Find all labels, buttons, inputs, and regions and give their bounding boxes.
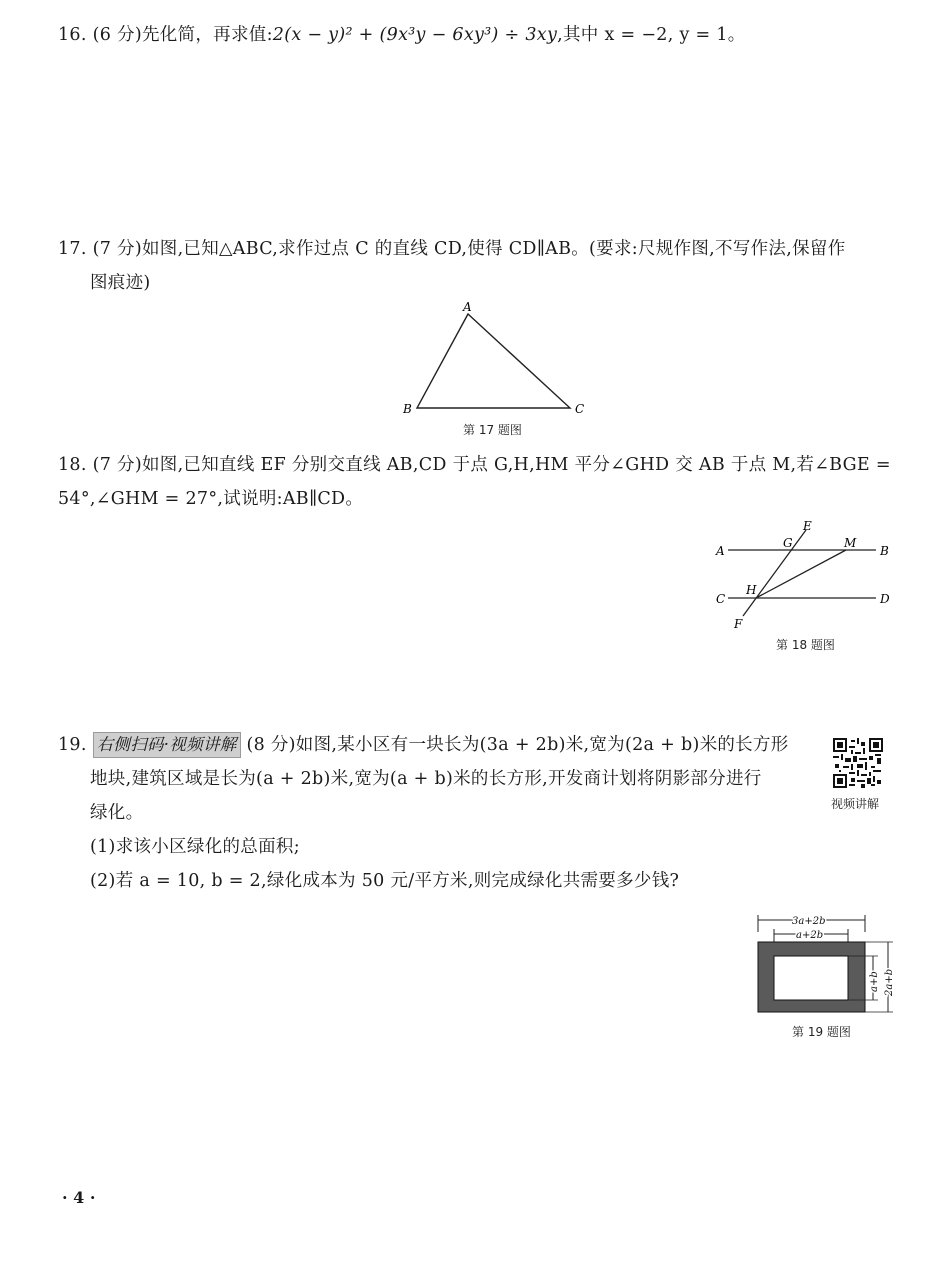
building-area [774,956,848,1000]
q18-number: 18. [58,455,87,475]
label-b: B [403,402,412,416]
label-a: A [716,544,725,558]
dim-inner-width: a+b [869,971,880,992]
label-c: C [575,402,585,416]
q19-number: 19. [58,735,87,755]
label-m: M [844,536,857,550]
q19-video-badge[interactable]: 右侧扫码·视频讲解 [93,732,241,758]
q16-expression: 2(x − y)² + (9x³y − 6xy³) ÷ 3xy [272,25,558,45]
dim-outer-width: 2a+b [884,968,895,996]
question-17 [58,232,846,300]
q18-score: (7 分) [92,455,142,475]
qr-label: 视频讲解 [831,797,880,811]
q19-text-line1: 如图,某小区有一块长为(3a + 2b)米,宽为(2a + b)米的长方形 [295,735,789,755]
question-16 [58,18,746,52]
question-19 [58,728,789,898]
line-hm [756,550,846,598]
dim-outer-length: 3a+2b [792,916,826,927]
label-f: F [734,617,743,631]
q19-rectangle-figure [740,912,900,1018]
q16-text-a: 先化简，再求值: [141,25,273,45]
label-a: A [463,300,472,314]
q17-score: (7 分) [92,239,142,259]
label-e: E [803,519,812,533]
q19-sub2: (2)若 a = 10, b = 2,绿化成本为 50 元/平方米,则完成绿化共需要多少钱? [90,871,680,891]
dim-inner-length: a+2b [796,930,824,941]
q18-caption: 第 18 题图 [776,638,835,652]
q16-number: 16. [58,25,87,45]
q19-sub1: (1)求该小区绿化的总面积; [90,837,300,857]
label-h: H [746,583,757,597]
q17-number: 17. [58,239,87,259]
page-number: · 4 · [62,1188,96,1207]
q17-caption: 第 17 题图 [463,423,522,437]
q16-text-b: ,其中 x = −2, y = 1。 [557,25,746,45]
line-ef [743,530,806,616]
label-g: G [783,536,793,550]
q19-text-line3: 绿化。 [90,803,144,823]
triangle-abc [417,314,570,408]
label-c: C [716,592,726,606]
q17-triangle-figure [395,300,595,420]
q17-text-line1: 如图,已知△ABC,求作过点 C 的直线 CD,使得 CD∥AB。(要求:尺规作图,不写作法,保留作 [141,239,846,259]
q19-caption: 第 19 题图 [792,1025,851,1039]
label-d: D [880,592,890,606]
question-18 [58,448,891,516]
q18-text-line2: 54°,∠GHM = 27°,试说明:AB∥CD。 [58,489,364,509]
q16-score: (6 分) [92,25,142,45]
q18-text-line1: 如图,已知直线 EF 分别交直线 AB,CD 于点 G,H,HM 平分∠GHD 交 AB 于点 M,若∠BGE = [141,455,891,475]
q18-parallel-lines-figure [710,518,900,636]
q19-score: (8 分) [246,735,296,755]
q17-text-line2: 图痕迹) [90,273,151,293]
qr-code-icon[interactable] [833,738,883,788]
q19-text-line2: 地块,建筑区域是长为(a + 2b)米,宽为(a + b)米的长方形,开发商计划将阴影部分进行 [90,769,762,789]
label-b: B [880,544,889,558]
